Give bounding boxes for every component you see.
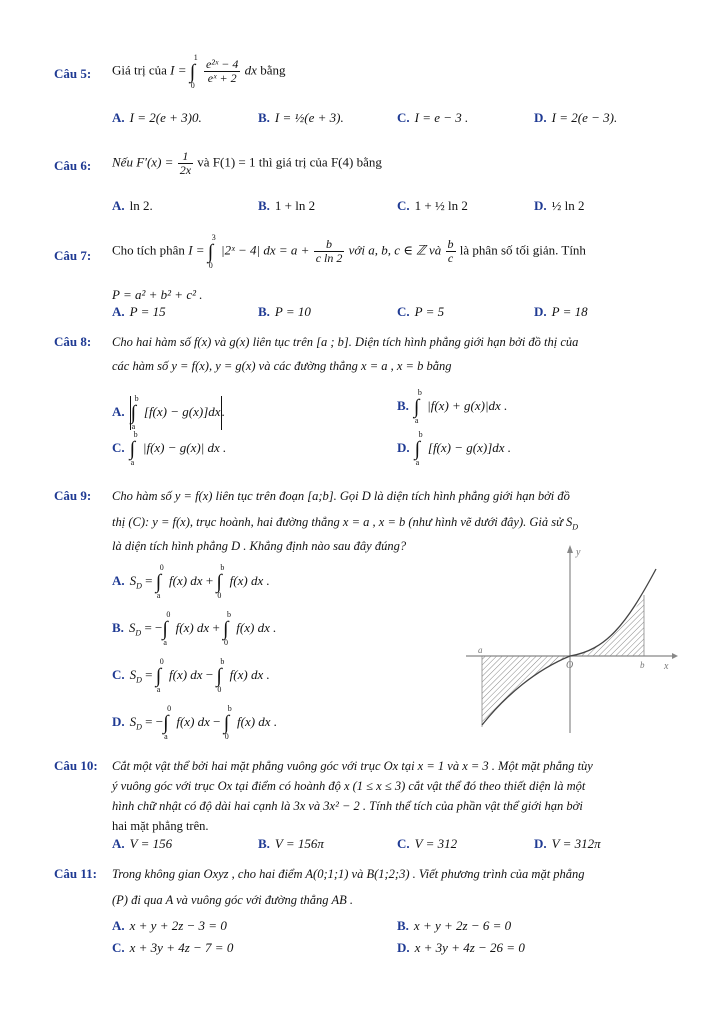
question-text-line-1: Cho hàm số y = f(x) liên tục trên đoạn [a;b]. Gọi D là diện tích hình phẳng giới hạn bởi đồ [112, 489, 570, 503]
option-label: D. [112, 714, 125, 729]
lhs: S [128, 620, 136, 635]
integral-sign: ∫ 0 a [155, 657, 164, 695]
option-label: A. [112, 304, 125, 319]
option-label: B. [258, 836, 270, 851]
integral-sign: ∫ b 0 [223, 610, 232, 648]
option-label: B. [258, 198, 270, 213]
integral-lower-limit: a [414, 416, 419, 426]
integral-sign: ∫ b a [129, 430, 138, 468]
lhs: S [129, 573, 137, 588]
fraction-denominator: c [447, 251, 454, 265]
integral-upper-limit: 3 [211, 232, 216, 242]
ratio-fraction [446, 238, 456, 265]
subscript: D [572, 522, 579, 532]
option-text: I = 2(e + 3)0. [129, 110, 202, 125]
option-d[interactable] [397, 430, 512, 468]
fraction-numerator: 1 [178, 150, 193, 164]
question-text-post: bằng [260, 62, 286, 78]
question-number: Câu 5: [54, 66, 92, 81]
option-a-row [112, 563, 442, 601]
integral-lower-limit: 0 [224, 732, 229, 742]
integrand-fraction [204, 58, 240, 85]
shaded-region-right [570, 595, 644, 656]
integral-upper-limit: 0 [167, 704, 172, 714]
question-text-line-2: ý vuông góc với trục Ox tại điểm có hoành độ x (1 ≤ x ≤ 3) cắt vật thể đó theo thiết diện là một [112, 779, 586, 793]
integral-sign: ∫ b 0 [216, 563, 225, 601]
integral-lower-limit: a [156, 591, 161, 601]
differential: dx [244, 62, 257, 78]
option-text: x + y + 2z − 3 = 0 [129, 918, 227, 933]
question-7 [54, 232, 676, 324]
integrand-2: f(x) dx . [236, 620, 277, 635]
derivative-fraction [178, 150, 193, 177]
option-a[interactable]: A. ∫ b a [f(x) − g(x)]dx. [112, 394, 225, 431]
question-text [112, 52, 676, 90]
option-text: I = ½(e + 3). [274, 110, 344, 125]
integral-lower-limit: a [415, 458, 420, 468]
option-label: D. [534, 304, 547, 319]
equals: = [145, 714, 153, 729]
option-text: P = 10 [274, 304, 311, 319]
operator: − [213, 714, 221, 729]
integrand-1: f(x) dx [169, 573, 203, 588]
option-text: x + y + 2z − 6 = 0 [413, 918, 512, 933]
integral-lower-limit: a [130, 458, 135, 468]
question-number: Câu 6: [54, 158, 92, 173]
option-d[interactable] [397, 938, 525, 958]
option-d-row [112, 704, 442, 742]
integral-upper-limit: b [220, 657, 225, 667]
integral-upper-limit: 0 [159, 563, 164, 573]
integral-sign: ∫ b a [413, 388, 422, 426]
question-number: Câu 10: [54, 758, 98, 773]
integrand-2: f(x) dx . [237, 714, 278, 729]
operator: − [205, 667, 214, 682]
option-d[interactable] [534, 108, 617, 128]
sign: − [155, 620, 163, 635]
integral-lower-limit: a [156, 685, 161, 695]
option-d[interactable] [112, 704, 278, 742]
question-text-line-3: là diện tích hình phẳng D . Khẳng định nào sau đây đúng? [112, 539, 407, 553]
integral-lower-limit: a [164, 732, 168, 742]
option-label: D. [397, 940, 410, 955]
integral-sign: ∫ 0 a [155, 563, 164, 601]
option-label: A. [112, 918, 125, 933]
subscript: D [136, 581, 142, 591]
integral-sign: ∫ b 0 [216, 657, 225, 695]
function-graph [466, 545, 678, 735]
equals: = [145, 573, 153, 588]
option-text: [f(x) − g(x)]dx [143, 403, 221, 419]
integral-lower-limit: a [163, 638, 167, 648]
integral-sign: ∫ 0 a [162, 610, 171, 648]
b-label: b [640, 660, 645, 670]
options-row [112, 302, 676, 324]
question-8 [54, 332, 676, 472]
option-a[interactable] [112, 563, 270, 601]
integral-upper-limit: b [220, 563, 225, 573]
options-row-1 [112, 388, 676, 431]
lhs: S [129, 714, 137, 729]
question-number: Câu 11: [54, 866, 97, 881]
shaded-region-left [482, 656, 570, 725]
integral-upper-limit: b [418, 430, 423, 440]
integral-sign: ∫ b a [414, 430, 423, 468]
option-d[interactable] [534, 196, 585, 216]
subscript: D [136, 722, 142, 732]
option-c[interactable] [397, 834, 457, 854]
absolute-bar [221, 396, 222, 430]
options-row-1 [112, 916, 676, 938]
option-b-row [112, 610, 442, 648]
option-text: 1 + ½ ln 2 [414, 198, 468, 213]
option-b[interactable] [258, 834, 324, 854]
subscript: D [135, 628, 142, 638]
option-b[interactable] [258, 196, 315, 216]
option-label: A. [112, 403, 125, 419]
integral-upper-limit: b [417, 388, 422, 398]
option-text: P = 18 [551, 304, 588, 319]
question-number: Câu 9: [54, 488, 92, 503]
option-label: C. [112, 940, 125, 955]
option-b[interactable] [112, 610, 277, 648]
option-a[interactable] [112, 916, 227, 936]
integrand-1: f(x) dx [176, 714, 210, 729]
x-axis-label: x [664, 661, 669, 672]
question-text-line-1: Cắt một vật thể bởi hai mặt phẳng vuông góc với trục Ox tại x = 1 và x = 3 . Một mặt phẳng tùy [112, 759, 593, 773]
option-c[interactable] [397, 302, 444, 322]
option-label: D. [534, 110, 547, 125]
integral-variable: I = [170, 62, 187, 78]
question-text-line-2-main: thị (C): y = f(x), trục hoành, hai đường thẳng x = a , x = b (như hình vẽ dưới đây). Giả sử S [112, 515, 573, 529]
fraction-numerator: e²ˣ − 4 [205, 57, 239, 71]
origin-label: O [566, 660, 574, 671]
fraction-denominator: c ln 2 [315, 251, 343, 265]
a-label: a [478, 645, 483, 655]
option-label: A. [112, 836, 125, 851]
option-b[interactable] [397, 916, 511, 936]
option-label: D. [534, 836, 547, 851]
integral-upper-limit: b [133, 430, 138, 440]
option-label: C. [397, 198, 410, 213]
option-text: V = 156π [274, 836, 324, 851]
option-label: B. [258, 110, 270, 125]
integral-sign: ∫ 0 a [163, 704, 172, 742]
option-text: V = 312 [414, 836, 458, 851]
question-11 [54, 864, 676, 964]
question-text-line-1: Trong không gian Oxyz , cho hai điểm A(0;1;1) và B(1;2;3) . Viết phương trình của mặt phẳng [112, 867, 585, 881]
option-b[interactable] [397, 388, 508, 426]
option-a[interactable] [112, 834, 172, 854]
option-label: B. [397, 918, 409, 933]
integral-variable: I = [188, 242, 205, 258]
integral-sign: ∫ b 0 [223, 704, 232, 742]
integrand-1: f(x) dx [169, 667, 203, 682]
question-5 [54, 52, 676, 138]
integral-lower-limit: 0 [217, 591, 222, 601]
question-text-line-2 [112, 512, 676, 538]
integrand-2: f(x) dx . [229, 667, 270, 682]
option-c[interactable] [112, 430, 227, 468]
option-text: V = 156 [129, 836, 173, 851]
option-d[interactable] [534, 302, 588, 322]
option-label: C. [397, 836, 410, 851]
option-c-row [112, 657, 442, 695]
integral-upper-limit: 0 [159, 657, 164, 667]
integrand-2: f(x) dx . [229, 573, 270, 588]
x-axis-arrow [672, 653, 678, 659]
question-number: Câu 7: [54, 248, 92, 263]
option-label: B. [258, 304, 270, 319]
integral-lower-limit: a [131, 422, 136, 431]
option-text: x + 3y + 4z − 7 = 0 [129, 940, 234, 955]
option-label: C. [112, 440, 125, 455]
question-text-post: là phân số tối giản. Tính [459, 242, 586, 258]
option-c[interactable] [397, 108, 468, 128]
integral-lower-limit: 0 [190, 80, 195, 90]
options-row [112, 834, 676, 856]
integral-lower-limit: 0 [224, 638, 229, 648]
y-axis-label: y [576, 547, 581, 558]
question-text [112, 232, 676, 270]
equals: = [145, 667, 153, 682]
integral-upper-limit: b [227, 610, 232, 620]
option-c[interactable] [397, 196, 468, 216]
option-a[interactable] [112, 302, 166, 322]
subscript: D [136, 675, 142, 685]
operator: + [212, 620, 220, 635]
option-label: C. [397, 304, 410, 319]
option-label: A. [112, 198, 125, 213]
question-number: Câu 8: [54, 334, 92, 349]
options-row-2 [112, 938, 676, 960]
integral-sign: ∫ b a [130, 394, 139, 431]
option-text: I = 2(e − 3). [551, 110, 618, 125]
option-text: ln 2. [129, 198, 153, 213]
question-10 [54, 756, 676, 856]
lhs: S [129, 667, 137, 682]
fraction-numerator: b [447, 237, 454, 251]
question-text-mid: với a, b, c ∈ ℤ và [348, 242, 442, 258]
option-d[interactable] [534, 834, 601, 854]
integral-upper-limit: b [227, 704, 232, 714]
option-c[interactable] [112, 657, 270, 695]
question-text-line-2: (P) đi qua A và vuông góc với đường thẳng AB . [112, 893, 353, 907]
fraction-denominator: eˣ + 2 [207, 71, 237, 85]
option-text: x + 3y + 4z − 26 = 0 [414, 940, 525, 955]
integral-sign: ∫ 3 0 [207, 232, 216, 270]
fraction-denominator: 2x [179, 163, 192, 177]
option-text: P = 15 [129, 304, 166, 319]
question-text-line-4: hai mặt phẳng trên. [112, 819, 209, 833]
operator: + [205, 573, 214, 588]
question-text [112, 150, 676, 177]
option-label: B. [397, 398, 409, 413]
integrand: |2ˣ − 4| dx = a + [221, 242, 310, 258]
question-text-line-1: Cho hai hàm số f(x) và g(x) liên tục trên [a ; b]. Diện tích hình phẳng giới hạn bởi đồ thị của [112, 335, 579, 349]
option-label: D. [397, 440, 410, 455]
option-a[interactable] [112, 108, 202, 128]
options-row [112, 108, 676, 130]
question-text-post: và F(1) = 1 thì giá trị của F(4) bằng [197, 154, 382, 170]
integral-lower-limit: 0 [217, 685, 222, 695]
question-text-line-2: các hàm số y = f(x), y = g(x) và các đường thẳng x = a , x = b bằng [112, 359, 452, 373]
option-label: B. [112, 620, 124, 635]
option-text: ½ ln 2 [551, 198, 585, 213]
question-text-line-2: P = a² + b² + c² . [112, 287, 203, 302]
options-row [112, 196, 676, 218]
integral-upper-limit: b [134, 394, 139, 403]
y-axis-arrow [567, 545, 573, 553]
fraction-numerator: b [314, 238, 345, 252]
option-a[interactable] [112, 196, 153, 216]
equals: = [144, 620, 152, 635]
option-label: A. [112, 110, 125, 125]
question-text-pre: Cho tích phân [112, 242, 185, 258]
option-text: P = 5 [414, 304, 445, 319]
option-b[interactable] [258, 108, 344, 128]
integral-upper-limit: 0 [166, 610, 171, 620]
integral-sign: ∫ 1 0 [189, 52, 198, 90]
question-text-pre: Nếu F′(x) = [112, 154, 174, 170]
option-text: I = e − 3 . [414, 110, 469, 125]
option-text: [f(x) − g(x)]dx . [427, 440, 512, 455]
option-text: |f(x) + g(x)|dx . [427, 398, 508, 413]
question-text-line-3: hình chữ nhật có độ dài hai cạnh là 3x và 3x² − 2 . Tính thể tích của phần vật thể giới hạn bởi [112, 799, 583, 813]
result-fraction [314, 238, 345, 265]
option-label: D. [534, 198, 547, 213]
option-text: V = 312π [551, 836, 601, 851]
options-row-2 [112, 430, 676, 468]
option-label: C. [112, 667, 125, 682]
option-label: A. [112, 573, 125, 588]
integral-upper-limit: 1 [193, 52, 198, 62]
option-label: C. [397, 110, 410, 125]
option-b[interactable] [258, 302, 311, 322]
question-text-pre: Giá trị của [112, 62, 167, 78]
option-text: 1 + ln 2 [274, 198, 316, 213]
sign: − [155, 714, 164, 729]
integrand-1: f(x) dx [175, 620, 210, 635]
question-6 [54, 150, 676, 230]
integral-lower-limit: 0 [208, 260, 213, 270]
option-c[interactable] [112, 938, 233, 958]
option-text: |f(x) − g(x)| dx . [142, 440, 227, 455]
